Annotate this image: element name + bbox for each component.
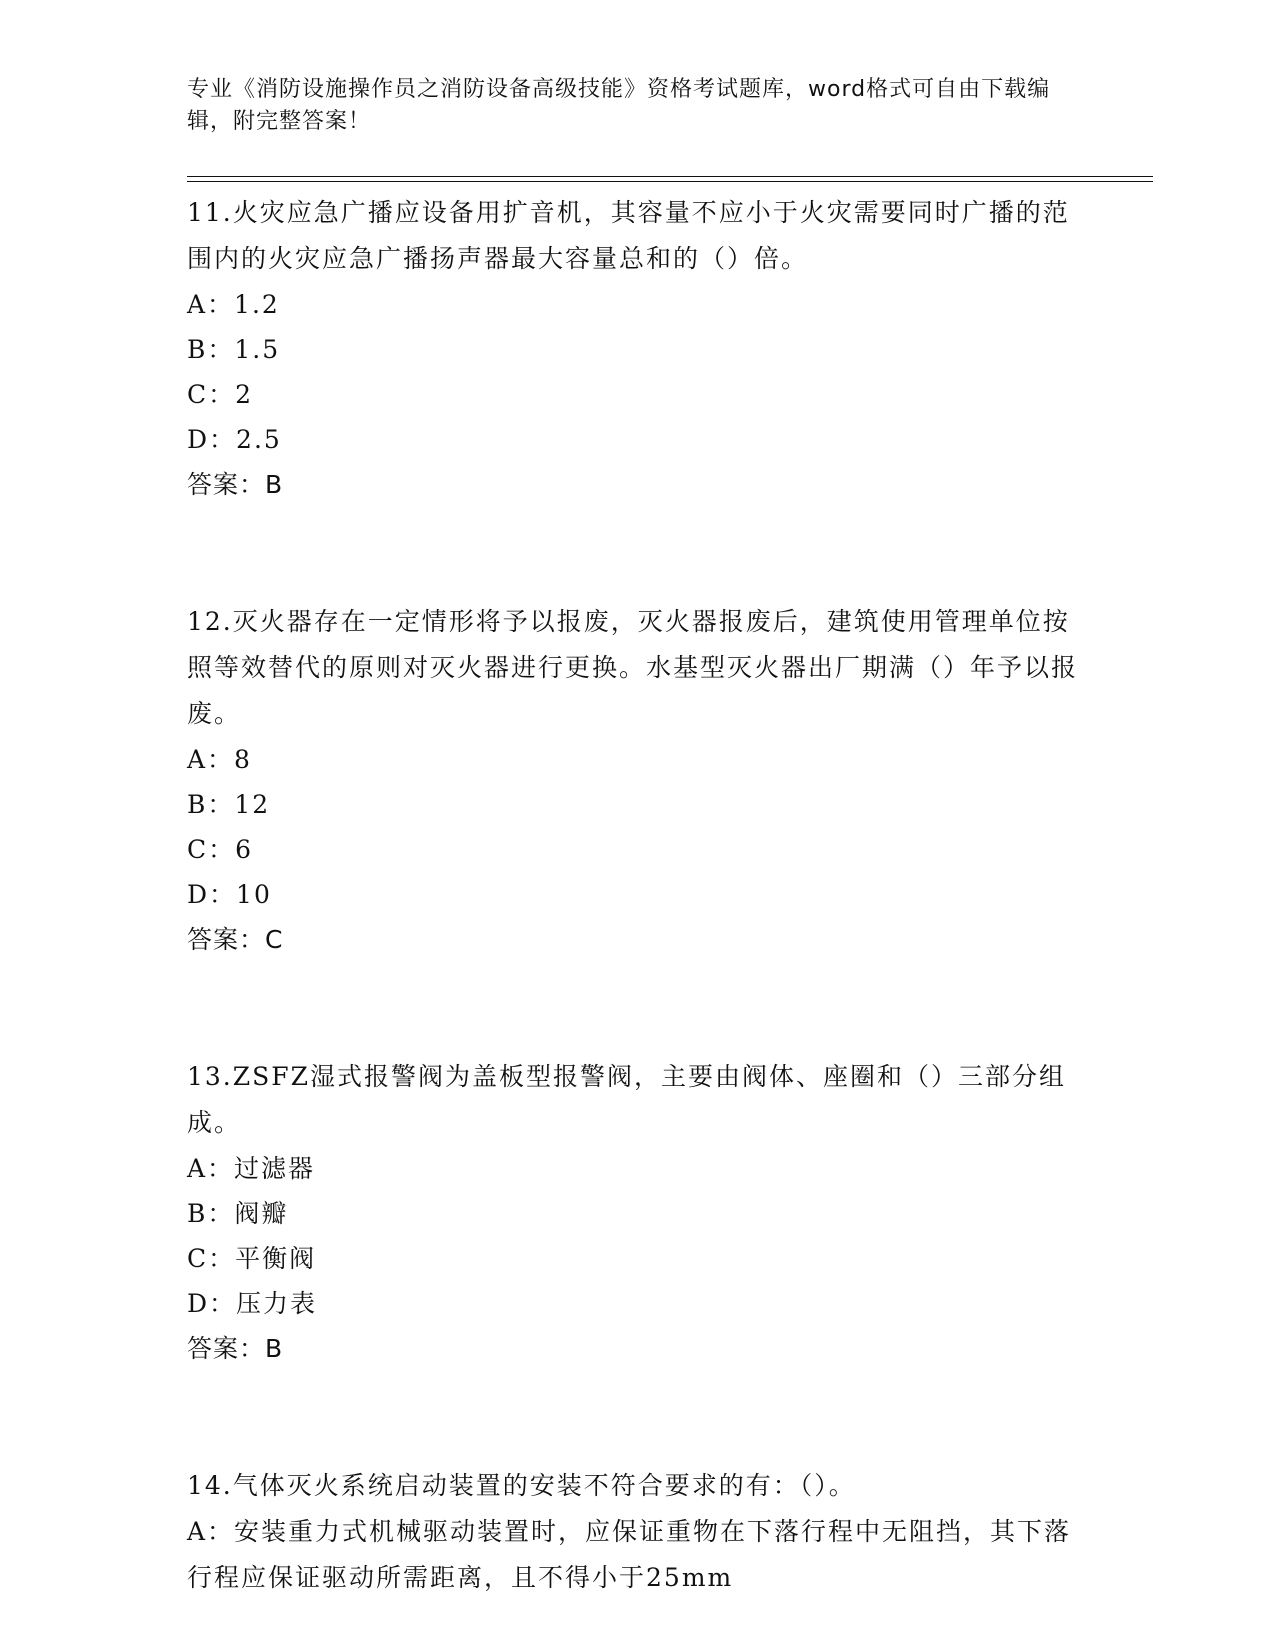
- question-text: 11.火灾应急广播应设备用扩音机，其容量不应小于火灾需要同时广播的范围内的火灾应急广播扬声器最大容量总和的（）倍。: [187, 198, 1070, 273]
- option-d: D：10: [187, 880, 272, 909]
- answer: 答案：B: [187, 1334, 284, 1363]
- question-14: [187, 1463, 1087, 1601]
- option-a: A：安装重力式机械驱动装置时，应保证重物在下落行程中无阻挡，其下落行程应保证驱动所需距离，且不得小于25mm: [187, 1517, 1072, 1592]
- document-header: [187, 74, 1067, 138]
- question-13: [187, 1054, 1087, 1372]
- question-spacer: [187, 1372, 1087, 1463]
- option-b: B：阀瓣: [187, 1199, 289, 1228]
- question-12: [187, 599, 1087, 963]
- answer: 答案：C: [187, 925, 284, 954]
- option-a: A：过滤器: [187, 1154, 316, 1183]
- question-11: [187, 190, 1087, 508]
- option-d: D：2.5: [187, 425, 282, 454]
- question-text: 13.ZSFZ湿式报警阀为盖板型报警阀，主要由阀体、座圈和（）三部分组成。: [187, 1062, 1066, 1137]
- option-c: C：2: [187, 380, 254, 409]
- option-d: D：压力表: [187, 1289, 318, 1318]
- question-text: 12.灭火器存在一定情形将予以报废，灭火器报废后，建筑使用管理单位按照等效替代的原则对灭火器进行更换。水基型灭火器出厂期满（）年予以报废。: [187, 607, 1079, 728]
- header-text: 专业《消防设施操作员之消防设备高级技能》资格考试题库，word格式可自由下载编辑，附完整答案！: [187, 77, 1051, 134]
- question-list: [187, 190, 1087, 1601]
- option-b: B：1.5: [187, 335, 281, 364]
- answer: 答案：B: [187, 470, 284, 499]
- option-a: A：1.2: [187, 290, 280, 319]
- option-c: C：6: [187, 835, 254, 864]
- header-divider-bottom: [187, 181, 1153, 182]
- option-b: B：12: [187, 790, 271, 819]
- question-spacer: [187, 508, 1087, 599]
- header-divider-top: [187, 176, 1153, 177]
- option-a: A：8: [187, 745, 252, 774]
- option-c: C：平衡阀: [187, 1244, 317, 1273]
- question-spacer: [187, 963, 1087, 1054]
- question-text: 14.气体灭火系统启动装置的安装不符合要求的有：（）。: [187, 1471, 856, 1500]
